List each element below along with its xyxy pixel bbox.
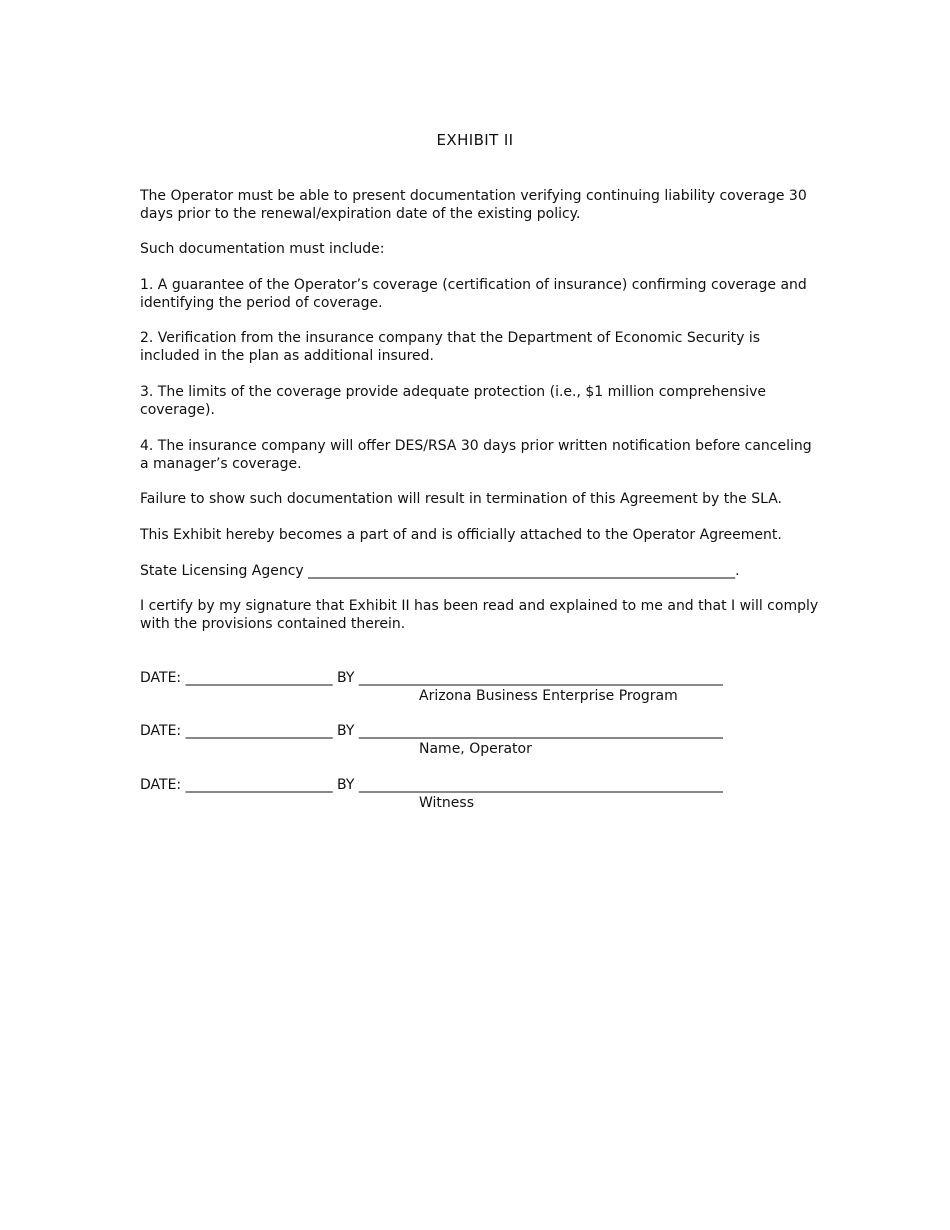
paragraph-item-2: 2. Verification from the insurance company that the Department of Economic Security is included in the plan as additional insured. [140, 330, 761, 364]
paragraph-certification: I certify by my signature that Exhibit II has been read and explained to me and that I will comply with the provisions contained therein. [140, 598, 819, 632]
paragraph-item-4: 4. The insurance company will offer DES/RSA 30 days prior written notification before canceling a manager’s coverage. [140, 438, 812, 472]
paragraph-intro: The Operator must be able to present documentation verifying continuing liability coverage 30 days prior to the renewal/expiration date of the existing policy. [140, 188, 807, 222]
paragraph-item-1: 1. A guarantee of the Operator’s coverage (certification of insurance) confirming coverage and identifying the period of coverage. [140, 277, 807, 311]
signature-line-operator: DATE: _____________________ BY ____________________________________________________ [140, 723, 723, 739]
signature-label-witness: Witness [419, 795, 474, 811]
paragraph-documentation-heading: Such documentation must include: [140, 241, 385, 257]
signature-line-witness: DATE: _____________________ BY ____________________________________________________ [140, 777, 723, 793]
paragraph-failure: Failure to show such documentation will result in termination of this Agreement by the SLA. [140, 491, 782, 507]
signature-line-program: DATE: _____________________ BY ____________________________________________________ [140, 670, 723, 686]
exhibit-title: EXHIBIT II [436, 131, 514, 149]
paragraph-item-3: 3. The limits of the coverage provide adequate protection (i.e., $1 million comprehensive coverage). [140, 384, 767, 418]
signature-label-operator: Name, Operator [419, 741, 532, 757]
signature-label-program: Arizona Business Enterprise Program [419, 688, 678, 704]
state-licensing-agency-line: State Licensing Agency _____________________________________________________________. [140, 563, 740, 579]
paragraph-attachment: This Exhibit hereby becomes a part of and is officially attached to the Operator Agreement. [140, 527, 782, 543]
